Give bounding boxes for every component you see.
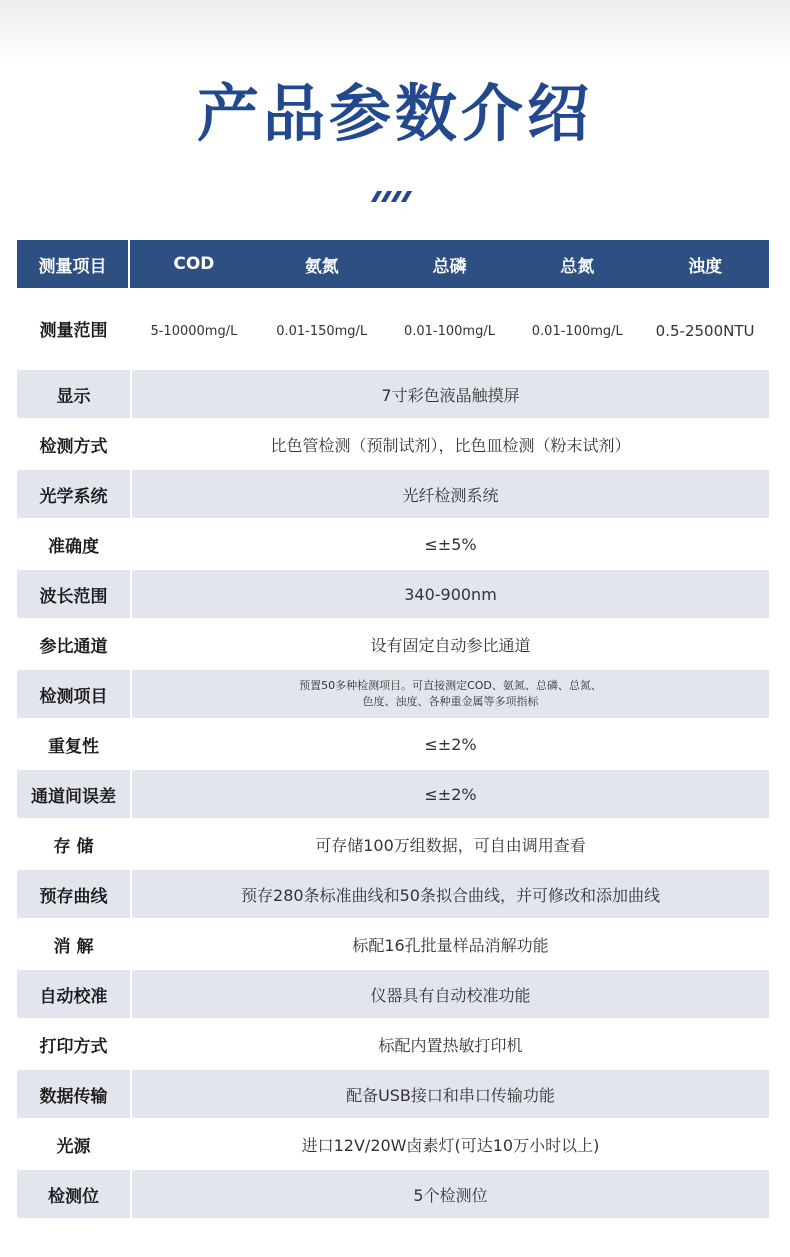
table-row [17, 670, 769, 718]
header-col-phosphorus: 总磷 [432, 256, 467, 277]
row-label: 自动校准 [17, 970, 130, 1018]
row-value: 配备USB接口和串口传输功能 [132, 1070, 769, 1118]
top-gradient [0, 0, 790, 60]
row-label: 通道间误差 [17, 770, 130, 818]
decorative-stripes [368, 191, 416, 203]
table-row [17, 920, 769, 968]
table-row [17, 1120, 769, 1168]
row-value: ≤±2% [132, 720, 769, 768]
header-col-ammonia: 氨氮 [304, 256, 339, 277]
row-value: 进口12V/20W卤素灯(可达10万小时以上) [132, 1120, 769, 1168]
table-row [17, 470, 769, 518]
row-label: 存 储 [17, 820, 130, 868]
range-cod: 5-10000mg/L [150, 323, 238, 339]
row-value: 预存280条标准曲线和50条拟合曲线，并可修改和添加曲线 [132, 870, 769, 918]
row-label: 参比通道 [17, 620, 130, 668]
row-value: 标配16孔批量样品消解功能 [132, 920, 769, 968]
range-turbidity: 0.5-2500NTU [655, 322, 755, 340]
row-value: 7寸彩色液晶触摸屏 [132, 370, 769, 418]
row-value: 5个检测位 [132, 1170, 769, 1218]
header-col-nitrogen: 总氮 [560, 256, 595, 277]
header-col-cod: COD [173, 254, 215, 274]
header-col-turbidity: 浊度 [688, 256, 723, 277]
row-value: 设有固定自动参比通道 [132, 620, 769, 668]
table-row [17, 1020, 769, 1068]
header-label: 测量项目 [17, 240, 130, 288]
row-value: ≤±2% [132, 770, 769, 818]
row-label: 波长范围 [17, 570, 130, 618]
row-value: 标配内置热敏打印机 [132, 1020, 769, 1068]
row-value: 340-900nm [132, 570, 769, 618]
table-row [17, 770, 769, 818]
row-label: 检测方式 [17, 420, 130, 468]
row-value: 可存储100万组数据，可自由调用查看 [132, 820, 769, 868]
table-row [17, 370, 769, 418]
row-value [132, 670, 769, 718]
range-phosphorus: 0.01-100mg/L [403, 323, 495, 339]
table-row [17, 620, 769, 668]
row-label: 光源 [17, 1120, 130, 1168]
table-row [17, 1170, 769, 1218]
table-row [17, 1070, 769, 1118]
row-value: 光纤检测系统 [132, 470, 769, 518]
row-value-line: 预置50多种检测项目。可直接测定COD、氨氮、总磷、总氮、 [299, 679, 602, 692]
table-row [17, 420, 769, 468]
table-row [17, 820, 769, 868]
row-label: 预存曲线 [17, 870, 130, 918]
table-row [17, 520, 769, 568]
row-value: ≤±5% [132, 520, 769, 568]
table-row [17, 970, 769, 1018]
row-label: 光学系统 [17, 470, 130, 518]
row-value-line: 色度、浊度、各种重金属等多项指标 [362, 695, 539, 708]
row-value: 比色管检测（预制试剂），比色皿检测（粉末试剂） [132, 420, 769, 468]
spec-table [17, 240, 769, 1220]
range-ammonia: 0.01-150mg/L [276, 323, 368, 339]
table-row [17, 870, 769, 918]
table-row [17, 720, 769, 768]
row-label: 重复性 [17, 720, 130, 768]
range-row [17, 288, 769, 368]
row-label: 数据传输 [17, 1070, 130, 1118]
table-header-row [17, 240, 769, 288]
row-label: 打印方式 [17, 1020, 130, 1068]
range-nitrogen: 0.01-100mg/L [531, 323, 623, 339]
table-row [17, 570, 769, 618]
row-label: 检测位 [17, 1170, 130, 1218]
row-label: 显示 [17, 370, 130, 418]
row-label: 检测项目 [17, 670, 130, 718]
row-label: 消 解 [17, 920, 130, 968]
page-title: 产品参数介绍 [196, 77, 593, 150]
row-value: 仪器具有自动校准功能 [132, 970, 769, 1018]
row-label: 准确度 [17, 520, 130, 568]
range-label: 测量范围 [39, 320, 108, 341]
